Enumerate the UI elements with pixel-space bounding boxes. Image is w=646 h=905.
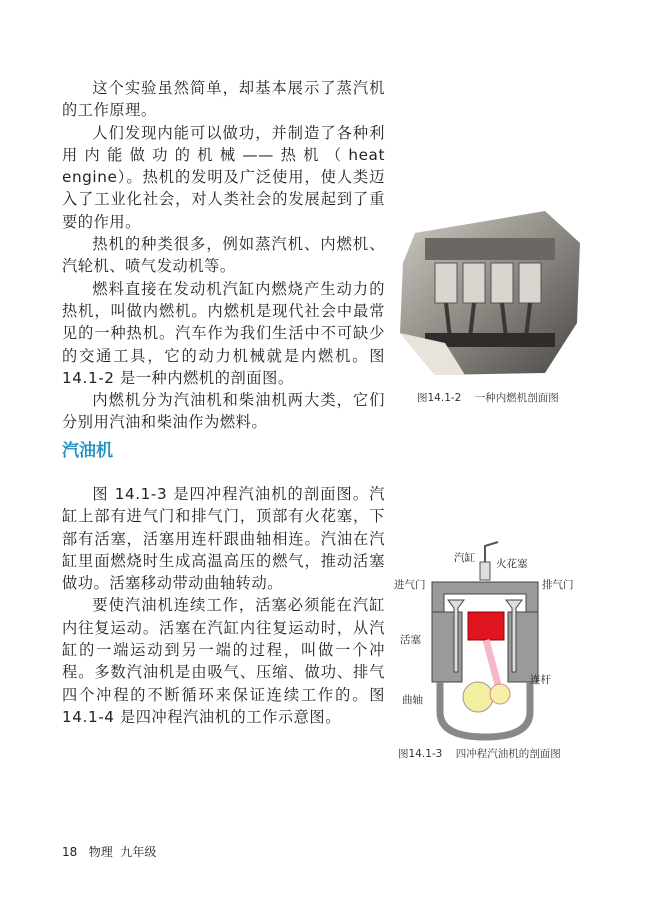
engine-cutaway-photo [395, 203, 587, 381]
label-cylinder: 汽缸 [454, 552, 475, 564]
body-text-section-2 [62, 483, 385, 728]
four-stroke-engine-diagram [360, 532, 600, 742]
label-spark-plug: 火花塞 [496, 558, 528, 570]
body-text-section-1 [62, 77, 385, 434]
label-intake-valve: 进气门 [394, 579, 426, 591]
paragraph: 燃料直接在发动机汽缸内燃烧产生动力的热机，叫做内燃机。内燃机是现代社会中最常见的一种热机。汽车作为我们生活中不可缺少的交通工具，它的动力机械就是内燃机。图 14.1-2 是一种内燃机的剖面图。 [62, 279, 385, 387]
label-crankshaft: 曲轴 [402, 694, 423, 706]
page-footer [62, 843, 156, 860]
grade: 九年级 [120, 845, 157, 859]
paragraph: 人们发现内能可以做功，并制造了各种利用内能做功的机械——热机（heat engine）。热机的发明及广泛使用，使人类迈入了工业化社会，对人类社会的发展起到了重要的作用。 [62, 123, 385, 231]
figure-caption: 图14.1-3 四冲程汽油机的剖面图 [398, 748, 561, 760]
label-connecting-rod: 连杆 [530, 674, 551, 686]
subject: 物理 [88, 845, 113, 859]
paragraph: 热机的种类很多，例如蒸汽机、内燃机、汽轮机、喷气发动机等。 [62, 235, 385, 276]
section-heading: 汽油机 [62, 441, 113, 461]
paragraph: 图 14.1-3 是四冲程汽油机的剖面图。汽缸上部有进气门和排气门，顶部有火花塞，下部有活塞，活塞用连杆跟曲轴相连。汽油在汽缸里面燃烧时生成高温高压的燃气，推动活塞做功。活塞移动带动曲轴转动。 [62, 485, 385, 593]
paragraph: 内燃机分为汽油机和柴油机两大类，它们分别用汽油和柴油作为燃料。 [62, 391, 385, 432]
figure-caption: 图14.1-2 一种内燃机剖面图 [417, 392, 559, 404]
paragraph: 这个实验虽然简单，却基本展示了蒸汽机的工作原理。 [62, 79, 385, 120]
label-piston: 活塞 [400, 634, 421, 646]
label-exhaust-valve: 排气门 [542, 579, 574, 591]
paragraph: 要使汽油机连续工作，活塞必须能在汽缸内往复运动。活塞在汽缸内往复运动时，从汽缸的一端运动到另一端的过程，叫做一个冲程。多数汽油机是由吸气、压缩、做功、排气四个冲程的不断循环来保证连续工作的。图 14.1-4 是四冲程汽油机的工作示意图。 [62, 596, 385, 726]
page-number: 18 [62, 845, 78, 859]
